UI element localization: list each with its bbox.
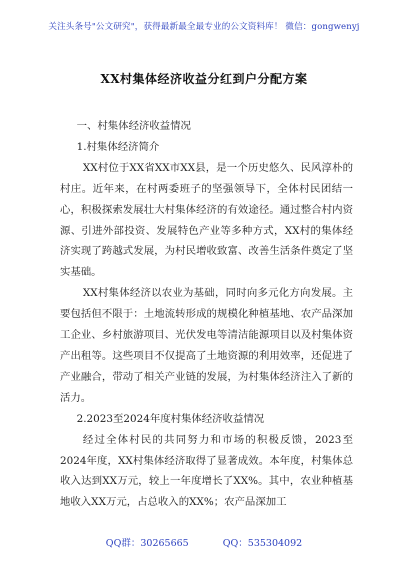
footer-qq: QQ：535304092 <box>222 538 303 549</box>
document-title: XX村集体经济收益分红到户分配方案 <box>100 72 308 86</box>
subsection-heading-1: 1.村集体经济简介 <box>76 140 160 153</box>
document-body <box>60 116 353 513</box>
subsection-heading-2: 2.2023至2024年度村集体经济收益情况 <box>76 412 265 425</box>
paragraph-2: XX村集体经济以农业为基础，同时向多元化方向发展。主要包括但不限于：土地流转形成的规模化种植基地、农产品深加工企业、乡村旅游项目、光伏发电等清洁能源项目以及村集体资产出租等。这些项目不仅提高了土地资源的利用效率，还促进了产业融合，带动了相关产业链的发展，为村集体经济注入了新的活力。 <box>60 287 353 404</box>
header-note: 关注头条号"公文研究"，获得最新最全最专业的公文资料库！ 微信：gongwenyj <box>48 22 360 32</box>
footer-contact <box>0 535 408 549</box>
section-heading-1: 一、村集体经济收益情况 <box>76 120 191 132</box>
footer-qq-group: QQ群：30265665 <box>105 538 189 549</box>
paragraph-3: 经过全体村民的共同努力和市场的积极反馈，2023至2024年度，XX村集体经济取得了显著成效。本年度，村集体总收入达到XX万元，较上一年度增长了XX%。其中，农业种植基地收入XX万元，占总收入的XX%；农产品深加工 <box>60 433 353 509</box>
paragraph-1: XX村位于XX省XX市XX县，是一个历史悠久、民风淳朴的村庄。近年来，在村两委班子的坚强领导下，全体村民团结一心，积极探索发展壮大村集体经济的有效途径。通过整合村内资源、引进外部投资、发展特色产业等多种方式，XX村的集体经济实现了跨越式发展，为村民增收致富、改善生活条件奠定了坚实基础。 <box>60 161 353 279</box>
